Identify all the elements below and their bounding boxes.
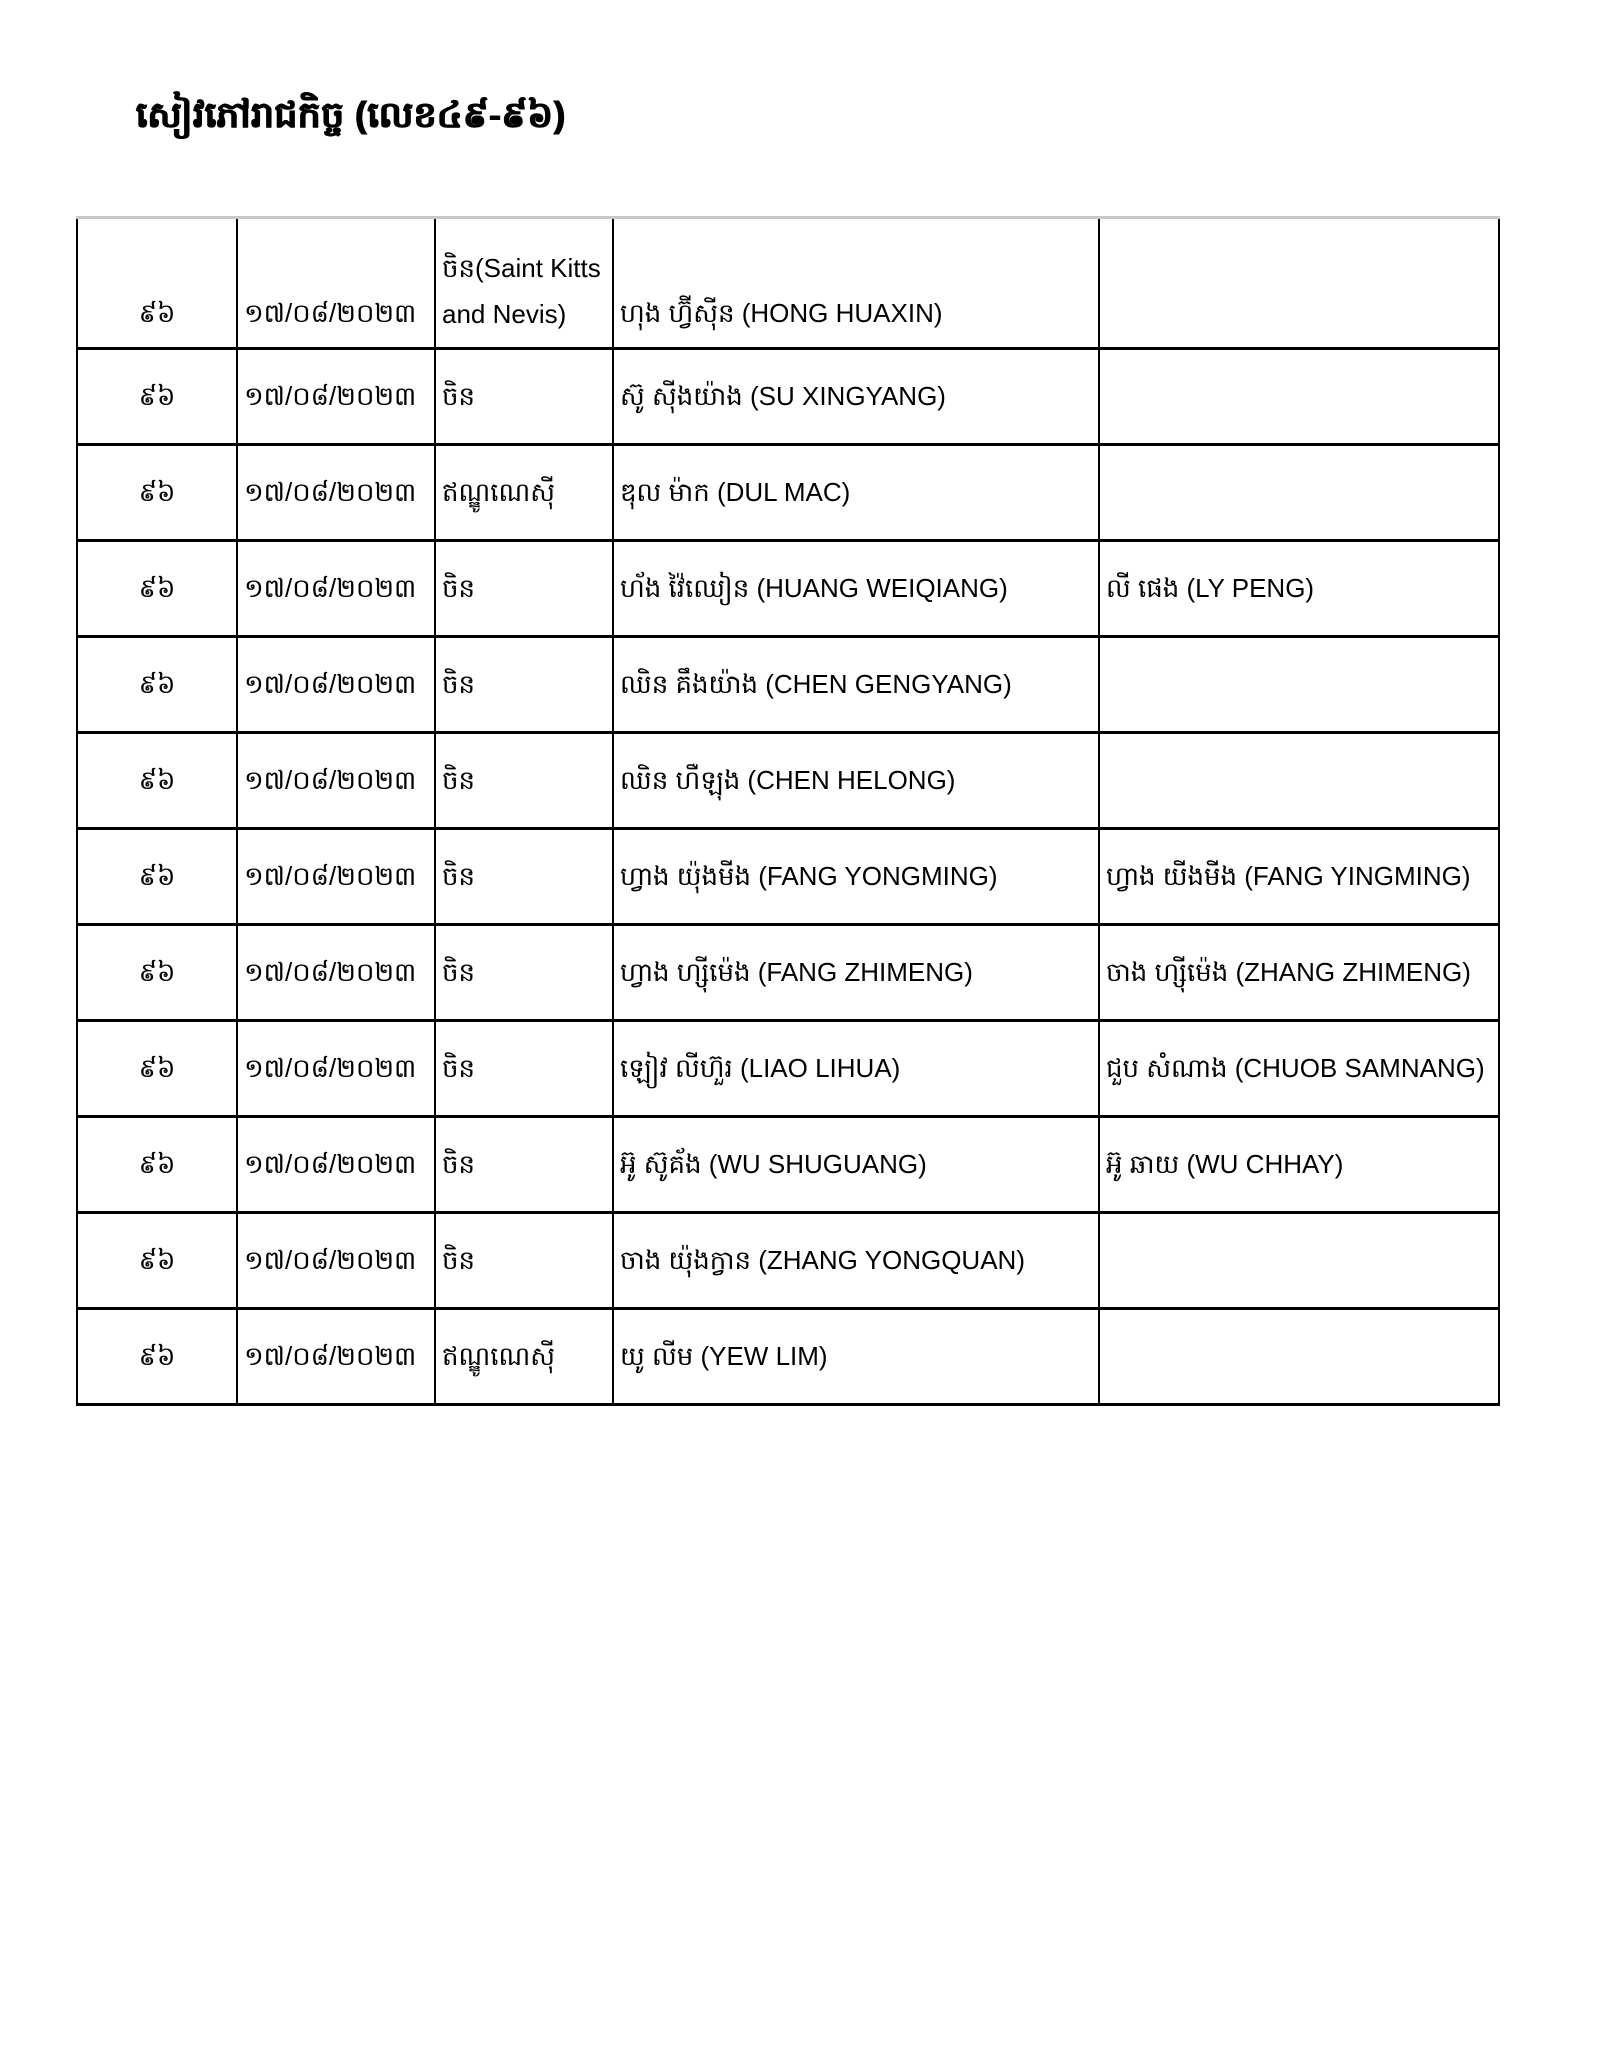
- cell-name: ហ័ង វ៉ៃឈៀន (HUANG WEIQIANG): [613, 541, 1099, 637]
- cell-date: ១៧/០៨/២០២៣: [237, 829, 435, 925]
- cell-gazette-number: ៩៦: [77, 1309, 237, 1405]
- cell-gazette-number: ៩៦: [77, 829, 237, 925]
- table-row: [77, 218, 1499, 349]
- cell-other-name: [1099, 445, 1499, 541]
- table-row: [77, 1117, 1499, 1213]
- cell-nationality: ចិន: [435, 637, 613, 733]
- cell-nationality: ឥណ្ឌូណេស៊ី: [435, 445, 613, 541]
- cell-gazette-number: ៩៦: [77, 541, 237, 637]
- cell-other-name: ហ្វាង យីងមីង (FANG YINGMING): [1099, 829, 1499, 925]
- page-title: សៀវភៅរាជកិច្ច (លេខ៤៩-៩៦): [136, 94, 566, 135]
- cell-date: ១៧/០៨/២០២៣: [237, 1021, 435, 1117]
- table-row: [77, 637, 1499, 733]
- cell-gazette-number: ៩៦: [77, 218, 237, 349]
- cell-other-name: លី ផេង (LY PENG): [1099, 541, 1499, 637]
- table-row: [77, 829, 1499, 925]
- cell-date: ១៧/០៨/២០២៣: [237, 541, 435, 637]
- cell-nationality: ចិន: [435, 1213, 613, 1309]
- cell-date: ១៧/០៨/២០២៣: [237, 218, 435, 349]
- cell-gazette-number: ៩៦: [77, 1117, 237, 1213]
- cell-other-name: [1099, 218, 1499, 349]
- cell-other-name: [1099, 1213, 1499, 1309]
- cell-date: ១៧/០៨/២០២៣: [237, 1117, 435, 1213]
- cell-gazette-number: ៩៦: [77, 637, 237, 733]
- table-row: [77, 349, 1499, 445]
- cell-gazette-number: ៩៦: [77, 445, 237, 541]
- cell-nationality: ចិន: [435, 1021, 613, 1117]
- cell-name: ឈិន ហឺឡុង (CHEN HELONG): [613, 733, 1099, 829]
- cell-other-name: អ៊ូ ឆាយ (WU CHHAY): [1099, 1117, 1499, 1213]
- cell-name: ចាង យ៉ុងក្វាន (ZHANG YONGQUAN): [613, 1213, 1099, 1309]
- table-row: [77, 1021, 1499, 1117]
- cell-gazette-number: ៩៦: [77, 1213, 237, 1309]
- cell-name: ហុង ហ្វ៊ីស៊ីន (HONG HUAXIN): [613, 218, 1099, 349]
- cell-date: ១៧/០៨/២០២៣: [237, 925, 435, 1021]
- records-table-body: [77, 218, 1499, 1405]
- cell-date: ១៧/០៨/២០២៣: [237, 733, 435, 829]
- cell-name: ស៊ូ ស៊ីងយ៉ាង (SU XINGYANG): [613, 349, 1099, 445]
- cell-other-name: [1099, 637, 1499, 733]
- cell-date: ១៧/០៨/២០២៣: [237, 1213, 435, 1309]
- cell-nationality: ចិន: [435, 349, 613, 445]
- table-row: [77, 1213, 1499, 1309]
- cell-nationality: ចិន: [435, 733, 613, 829]
- cell-date: ១៧/០៨/២០២៣: [237, 1309, 435, 1405]
- cell-nationality: ចិន: [435, 925, 613, 1021]
- cell-name: ហ្វាង យ៉ុងមីង (FANG YONGMING): [613, 829, 1099, 925]
- table-row: [77, 925, 1499, 1021]
- cell-other-name: ជួប សំណាង (CHUOB SAMNANG): [1099, 1021, 1499, 1117]
- table-row: [77, 541, 1499, 637]
- table-row: [77, 445, 1499, 541]
- table-row: [77, 733, 1499, 829]
- cell-other-name: [1099, 1309, 1499, 1405]
- cell-name: យូ លីម (YEW LIM): [613, 1309, 1099, 1405]
- cell-name: ឈិន គឹងយ៉ាង (CHEN GENGYANG): [613, 637, 1099, 733]
- cell-date: ១៧/០៨/២០២៣: [237, 637, 435, 733]
- records-table: [76, 216, 1500, 1406]
- cell-name: អ៊ូ ស៊ូគ័ង (WU SHUGUANG): [613, 1117, 1099, 1213]
- cell-gazette-number: ៩៦: [77, 925, 237, 1021]
- cell-nationality: ចិន: [435, 829, 613, 925]
- cell-gazette-number: ៩៦: [77, 349, 237, 445]
- cell-nationality: ឥណ្ឌូណេស៊ី: [435, 1309, 613, 1405]
- cell-name: ឡៀវ លីហ៊ួរ (LIAO LIHUA): [613, 1021, 1099, 1117]
- table-row: [77, 1309, 1499, 1405]
- cell-other-name: ចាង ហ្ស៊ីម៉េង (ZHANG ZHIMENG): [1099, 925, 1499, 1021]
- cell-name: ហ្វាង ហ្ស៊ីម៉េង (FANG ZHIMENG): [613, 925, 1099, 1021]
- cell-other-name: [1099, 733, 1499, 829]
- cell-gazette-number: ៩៦: [77, 733, 237, 829]
- cell-date: ១៧/០៨/២០២៣: [237, 349, 435, 445]
- cell-nationality: ចិន: [435, 541, 613, 637]
- cell-date: ១៧/០៨/២០២៣: [237, 445, 435, 541]
- cell-nationality: ចិន: [435, 1117, 613, 1213]
- cell-nationality: ចិន(Saint Kitts and Nevis): [435, 218, 613, 349]
- cell-other-name: [1099, 349, 1499, 445]
- cell-gazette-number: ៩៦: [77, 1021, 237, 1117]
- cell-name: ឌុល ម៉ាក (DUL MAC): [613, 445, 1099, 541]
